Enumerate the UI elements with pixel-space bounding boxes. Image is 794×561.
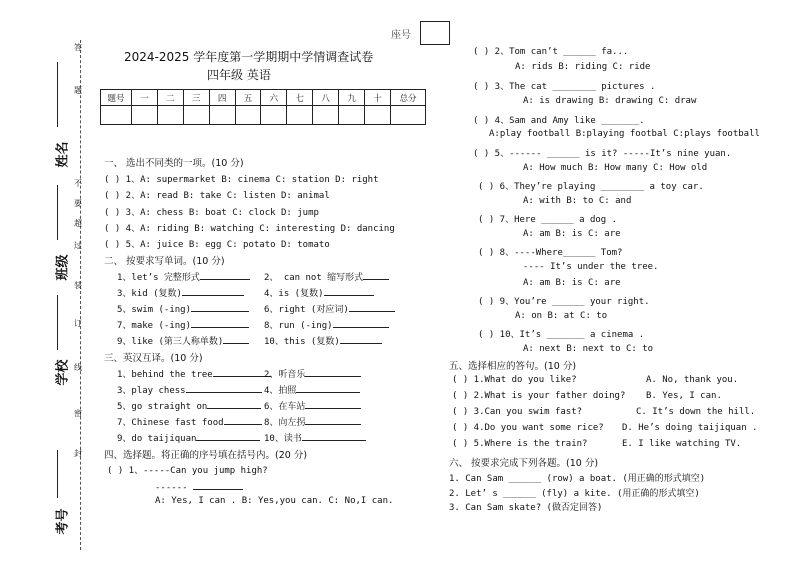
section2-item: 5、swim (-ing) [117, 302, 249, 315]
section5-question: ( ) 5.Where is the train? [452, 439, 588, 449]
section4-question: ( ) 3、The cat ________ pictures . [473, 82, 656, 92]
section4-question-1: ( ) 1、-----Can you jump high? [107, 466, 268, 476]
section3-item: 10、读书 [264, 431, 366, 444]
section3-item: 8、向左拐 [264, 415, 361, 428]
score-table-header: 二 [157, 90, 183, 106]
section4-question-1-answer-line: ------ [155, 480, 243, 493]
section4-question: ( ) 9、You’re ______ your right. [478, 297, 650, 307]
section4-options: A: rids B: riding C: ride [515, 62, 651, 72]
section5-question: ( ) 1.What do you like? [452, 375, 577, 385]
score-cell[interactable] [101, 106, 132, 125]
score-cell[interactable] [339, 106, 365, 125]
score-table-header: 八 [313, 90, 339, 106]
section3-item: 1、behind the tree [117, 367, 271, 380]
class-label: 班级 [55, 254, 71, 281]
section4-options: ---- It’s under the tree. [523, 262, 659, 272]
section1-item: ( ) 5、A: juice B: egg C: potato D: tomato [104, 240, 330, 250]
section4-options: A: How much B: How many C: How old [523, 163, 708, 173]
section4-question: ( ) 8、----Where______ Tom? [478, 248, 623, 258]
score-cell[interactable] [313, 106, 339, 125]
score-table-header: 七 [287, 90, 313, 106]
section6-heading: 六、 按要求完成下列各题。(10 分) [449, 458, 599, 469]
score-cell[interactable] [365, 106, 391, 125]
section4-options: A: on B: at C: to [515, 311, 608, 321]
section2-item: 4、is (复数) [264, 286, 374, 299]
score-cell[interactable] [261, 106, 287, 125]
section3-item: 9、do taijiquan [117, 431, 260, 444]
score-table-score-row [101, 106, 426, 125]
score-table-header: 四 [209, 90, 235, 106]
section3-item: 5、go straight on [117, 399, 261, 412]
section4-options: A: am B: is C: are [523, 229, 621, 239]
margin-mark: 不 [74, 179, 82, 188]
section3-item: 7、Chinese fast food [117, 415, 262, 428]
section5-answer: A. No, thank you. [646, 375, 739, 385]
exam-number-line [57, 450, 58, 498]
section2-item: 10、this (复数) [264, 334, 382, 347]
section1-item: ( ) 1、A: supermarket B: cinema C: station D: right [104, 175, 379, 185]
section2-item: 9、like (第三人称单数) [117, 334, 249, 347]
section4-question: ( ) 6、They’re playing ________ a toy car. [478, 182, 704, 192]
margin-mark: 封 [74, 449, 82, 458]
section5-question: ( ) 3.Can you swim fast? [452, 407, 583, 417]
score-table-header: 五 [235, 90, 261, 106]
section3-item: 2、听音乐 [264, 367, 361, 380]
section3-heading: 三、英汉互译。(10 分) [104, 353, 203, 364]
margin-mark: 订 [74, 319, 82, 328]
binding-line [80, 40, 81, 550]
score-table-header: 一 [132, 90, 158, 106]
section2-item: 7、make (-ing) [117, 318, 249, 331]
name-line [57, 62, 58, 127]
section5-question: ( ) 4.Do you want some rice? [452, 423, 604, 433]
score-cell[interactable] [235, 106, 261, 125]
section5-question: ( ) 2.What is your father doing? [452, 391, 626, 401]
score-table-header: 总分 [391, 90, 426, 106]
margin-mark: 题 [74, 86, 82, 95]
margin-mark: 过 [74, 241, 82, 250]
margin-mark: 要 [74, 199, 82, 208]
margin-mark: 线 [74, 363, 82, 372]
margin-mark: 装 [74, 281, 82, 290]
score-cell[interactable] [209, 106, 235, 125]
section5-answer: B. Yes, I can. [646, 391, 722, 401]
section2-heading: 二、 按要求写单词。(10 分) [104, 256, 225, 267]
section4-question: ( ) 2、Tom can’t ______ fa... [473, 47, 629, 57]
section3-item: 4、拍照 [264, 383, 360, 396]
name-label: 姓名 [55, 141, 71, 168]
section2-item: 8、run (-ing) [264, 318, 389, 331]
school-label: 学校 [55, 359, 71, 386]
score-cell[interactable] [391, 106, 426, 125]
section4-options: A: with B: to C: and [523, 196, 632, 206]
score-table-header: 十 [365, 90, 391, 106]
seat-number-box[interactable] [420, 21, 450, 45]
score-cell[interactable] [183, 106, 209, 125]
score-table-header: 三 [183, 90, 209, 106]
class-line [57, 185, 58, 240]
section4-question-1-options: A: Yes, I can . B: Yes,you can. C: No,I can. [155, 496, 394, 506]
section4-heading: 四、选择题。将正确的序号填在括号内。(20 分) [104, 450, 308, 461]
section3-item: 6、在车站 [264, 399, 361, 412]
section6-item: 3. Can Sam skate? (做否定回答) [449, 503, 603, 513]
section1-item: ( ) 3、A: chess B: boat C: clock D: jump [104, 208, 319, 218]
section4-options: A: is drawing B: drawing C: draw [523, 96, 697, 106]
section5-answer: E. I like watching TV. [622, 439, 742, 449]
section5-answer: C. It’s down the hill. [636, 407, 756, 417]
school-line [57, 295, 58, 350]
section2-item: 1、let’s 完整形式 [117, 270, 250, 283]
section4-question: ( ) 10、It’s _______ a cinema . [478, 330, 645, 340]
section4-question: ( ) 7、Here ______ a dog . [478, 215, 618, 225]
section2-item: 3、kid (复数) [117, 286, 244, 299]
section2-item: 6、right (对应词) [264, 302, 395, 315]
score-table-header: 题号 [101, 90, 132, 106]
section6-item: 1. Can Sam ______ (row) a boat. (用正确的形式填空) [449, 474, 706, 484]
score-table-header: 六 [261, 90, 287, 106]
section4-question: ( ) 4、Sam and Amy like _______. [473, 116, 645, 126]
margin-mark: 答 [74, 43, 82, 52]
exam-subtitle: 四年级 英语 [207, 68, 271, 82]
score-table-header: 九 [339, 90, 365, 106]
section5-heading: 五、选择相应的答句。(10 分) [449, 361, 577, 372]
section5-answer: D. He’s doing taijiquan . [622, 423, 758, 433]
score-cell[interactable] [157, 106, 183, 125]
section1-item: ( ) 2、A: read B: take C: listen D: animal [104, 191, 330, 201]
score-cell[interactable] [132, 106, 158, 125]
margin-mark: 超 [74, 219, 82, 228]
score-table-header-row [101, 90, 426, 106]
seat-label: 座号 [391, 30, 411, 41]
section2-item: 2、 can not 缩写形式 [264, 270, 389, 283]
section4-options: A: next B: next to C: to [523, 344, 654, 354]
section6-item: 2. Let’ s ______ (fly) a kite. (用正确的形式填空) [449, 489, 700, 499]
score-cell[interactable] [287, 106, 313, 125]
section4-options: A: am B: is C: are [523, 278, 621, 288]
exam-number-label: 考号 [55, 508, 71, 535]
score-table [100, 89, 426, 125]
section1-heading: 一、 选出不同类的一项。(10 分) [104, 158, 244, 169]
section1-item: ( ) 4、A: riding B: watching C: interesting D: dancing [104, 224, 395, 234]
margin-mark: 密 [74, 409, 82, 418]
section4-options: A:play football B:playing footbal C:plays football [489, 129, 760, 139]
section4-question: ( ) 5、------ ______ is it? -----It’s nine yuan. [473, 149, 732, 159]
section3-item: 3、play chess [117, 383, 262, 396]
exam-title: 2024-2025 学年度第一学期期中学情调查试卷 [124, 50, 374, 64]
